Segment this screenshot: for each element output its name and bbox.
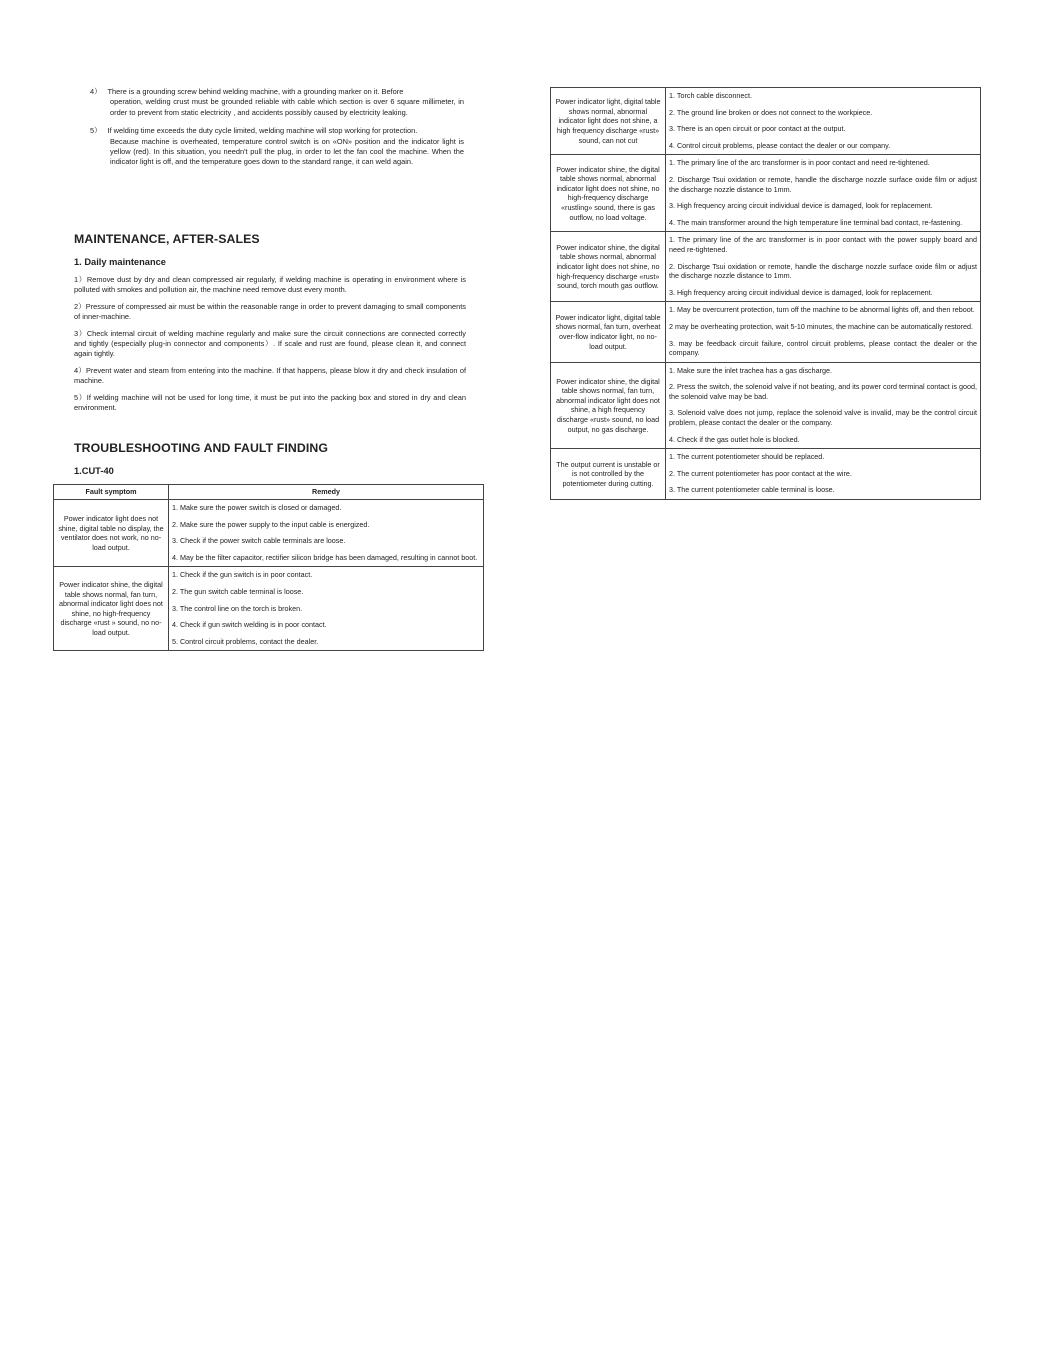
- maintenance-list: [74, 275, 466, 420]
- table-row: [551, 88, 981, 155]
- item-number: 4）: [90, 87, 102, 96]
- item-number: 5）: [90, 126, 102, 136]
- remedy-cell: [666, 449, 981, 500]
- remedy-line: 4. Control circuit problems, please contact the dealer or our company.: [669, 140, 891, 150]
- table-row: [54, 567, 484, 651]
- remedy-line: 2 may be overheating protection, wait 5-10 minutes, the machine can be automatically restored.: [669, 321, 974, 331]
- remedy-cell: [169, 500, 484, 567]
- remedy-line: 3. The current potentiometer cable terminal is loose.: [669, 485, 835, 495]
- remedy-line: 4. Check if the gas outlet hole is blocked.: [669, 434, 800, 444]
- fault-symptom-cell: Power indicator light does not shine, digital table no display, the ventilator does not work, no no-load output.: [54, 500, 169, 567]
- maintenance-item: 1）Remove dust by dry and clean compressed air regularly, if welding machine is operating in environment where is polluted with smokes and pollution air, the machine need remove dust every month.: [74, 275, 466, 294]
- remedy-line: 2. The ground line broken or does not connect to the workpiece.: [669, 107, 873, 117]
- item-first-line: There is a grounding screw behind welding machine, with a grounding marker on it. Before: [107, 87, 404, 96]
- fault-symptom-cell: Power indicator shine, the digital table shows normal, fan turn, abnormal indicator light does not shine, no high-frequency discharge «rust » sound, no no-load output.: [54, 567, 169, 651]
- remedy-line: 1. Torch cable disconnect.: [669, 91, 752, 100]
- remedy-cell: [666, 232, 981, 302]
- fault-symptom-cell: Power indicator light, digital table shows normal, fan turn, overheat over-flow indicator light, no no-load output.: [551, 302, 666, 362]
- intro-item: [90, 87, 464, 118]
- intro-item: [90, 126, 464, 168]
- remedy-line: 1. Make sure the power switch is closed or damaged.: [172, 503, 342, 512]
- remedy-line: 2. Discharge Tsui oxidation or remote, handle the discharge nozzle surface oxide film or adjust the discharge nozzle distance to 1mm.: [669, 174, 977, 194]
- remedy-line: 2. The current potentiometer has poor contact at the wire.: [669, 468, 852, 478]
- fault-symptom-cell: Power indicator shine, the digital table shows normal, abnormal indicator light does not shine, no high-frequency discharge «rust» sound, torch mouth gas outflow.: [551, 232, 666, 302]
- intro-list: [90, 87, 464, 176]
- remedy-line: 3. The control line on the torch is broken.: [172, 603, 303, 613]
- remedy-line: 1. Make sure the inlet trachea has a gas discharge.: [669, 365, 833, 375]
- fault-symptom-header: Fault symptom: [54, 485, 169, 500]
- remedy-line: 2. Make sure the power supply to the input cable is energized.: [172, 519, 370, 529]
- model-heading: 1.CUT-40: [74, 466, 114, 476]
- item-text: operation, welding crust must be grounded reliable with cable which section is over 6 square millimeter, in order to prevent from static electricity , and accidents possibly caused by electricity leaking.: [110, 97, 464, 117]
- table-row: [551, 155, 981, 232]
- fault-symptom-cell: Power indicator light, digital table shows normal, abnormal indicator light does not shine, a high frequency discharge «rust» sound, can not cut: [551, 88, 666, 155]
- remedy-cell: [666, 362, 981, 449]
- remedy-line: 2. The gun switch cable terminal is loose.: [172, 586, 304, 596]
- remedy-line: 3. High frequency arcing circuit individual device is damaged, look for replacement.: [669, 201, 933, 211]
- remedy-line: 1. The primary line of the arc transformer is in poor contact with the power supply board and need re-tightened.: [669, 235, 977, 254]
- maintenance-item: 3）Check internal circuit of welding machine regularly and make sure the circuit connections are connected correctly and tightly (especially plug-in connector and components）. If scale and rust are found, please clean it, and connect again tightly.: [74, 329, 466, 358]
- remedy-line: 3. may be feedback circuit failure, control circuit problems, please contact the dealer or the company.: [669, 338, 977, 358]
- table-row: [551, 232, 981, 302]
- table-row: [551, 449, 981, 500]
- remedy-line: 4. Check if gun switch welding is in poor contact.: [172, 620, 327, 630]
- daily-maintenance-heading: 1. Daily maintenance: [74, 257, 166, 267]
- table-row: [54, 500, 484, 567]
- remedy-line: 3. Solenoid valve does not jump, replace the solenoid valve is invalid, may be the control circuit problem, please contact the dealer or the company.: [669, 408, 977, 428]
- fault-symptom-cell: The output current is unstable or is not controlled by the potentiometer during cutting.: [551, 449, 666, 500]
- remedy-line: 3. Check if the power switch cable terminals are loose.: [172, 536, 346, 546]
- remedy-cell: [666, 88, 981, 155]
- remedy-line: 1. The primary line of the arc transformer is in poor contact and need re-tightened.: [669, 158, 930, 168]
- maintenance-item: 5）If welding machine will not be used for long time, it must be put into the packing box and stored in dry and clean environment.: [74, 393, 466, 412]
- maintenance-item: 4）Prevent water and steam from entering into the machine. If that happens, please blow it dry and check insulation of machine.: [74, 366, 466, 385]
- remedy-line: 3. There is an open circuit or poor contact at the output.: [669, 124, 846, 134]
- item-text: Because machine is overheated, temperature control switch is on «ON» position and the indicator light is yellow (red). In this situation, you needn't pull the plug, in order to let the fan cool the machine. When the indicator light is off, and the temperature goes down to the standard range, it can weld again.: [110, 136, 464, 167]
- maintenance-heading: MAINTENANCE, AFTER-SALES: [74, 232, 260, 246]
- remedy-line: 4. May be the filter capacitor, rectifier silicon bridge has been damaged, resulting in cannot boot.: [172, 552, 478, 562]
- remedy-line: 2. Press the switch, the solenoid valve if not beating, and its power cord terminal contact is good, the solenoid valve may be bad.: [669, 382, 977, 401]
- fault-symptom-cell: Power indicator shine, the digital table shows normal, abnormal indicator light does not shine, no high-frequency discharge «rustling» sound, there is gas outflow, no load voltage.: [551, 155, 666, 232]
- remedy-line: 1. May be overcurrent protection, turn off the machine to be abnormal lights off, and then reboot.: [669, 305, 975, 315]
- maintenance-item: 2）Pressure of compressed air must be within the reasonable range in order to prevent damaging to small components of inner-machine.: [74, 302, 466, 321]
- remedy-line: 2. Discharge Tsui oxidation or remote, handle the discharge nozzle surface oxide film or adjust the discharge nozzle distance to 1mm.: [669, 261, 977, 281]
- remedy-line: 1. Check if the gun switch is in poor contact.: [172, 570, 313, 580]
- item-first-line: If welding time exceeds the duty cycle limited, welding machine will stop working for protection.: [107, 126, 418, 136]
- table-row: [551, 302, 981, 362]
- remedy-cell: [666, 155, 981, 232]
- fault-table-right: [550, 87, 981, 500]
- remedy-cell: [169, 567, 484, 651]
- fault-table-left: [53, 484, 484, 651]
- table-header-row: [54, 485, 484, 500]
- remedy-line: 3. High frequency arcing circuit individual device is damaged, look for replacement.: [669, 287, 933, 297]
- remedy-header: Remedy: [169, 485, 484, 500]
- table-row: [551, 362, 981, 449]
- remedy-line: 4. The main transformer around the high temperature line terminal bad contact, re-fastening.: [669, 217, 963, 227]
- troubleshooting-heading: TROUBLESHOOTING AND FAULT FINDING: [74, 441, 329, 455]
- fault-symptom-cell: Power indicator shine, the digital table shows normal, fan turn, abnormal indicator light does not shine, a high frequency discharge «rust» sound, no load output, no gas discharge.: [551, 362, 666, 449]
- remedy-cell: [666, 302, 981, 362]
- remedy-line: 1. The current potentiometer should be replaced.: [669, 452, 825, 462]
- remedy-line: 5. Control circuit problems, contact the dealer.: [172, 636, 319, 646]
